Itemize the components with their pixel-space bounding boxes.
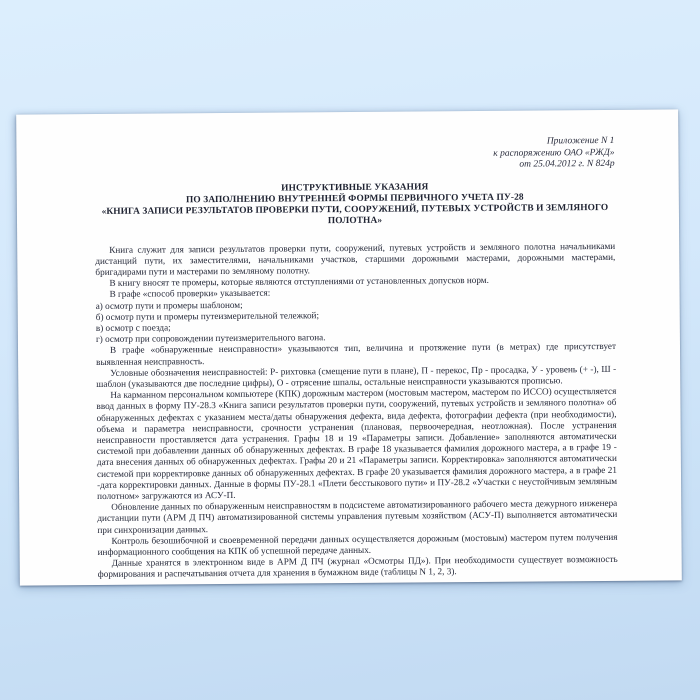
title-line: «КНИГА ЗАПИСИ РЕЗУЛЬТАТОВ ПРОВЕРКИ ПУТИ, СООРУЖЕНИЙ, ПУТЕВЫХ УСТРОЙСТВ И ЗЕМЛЯНОГО ПОЛОТНА» (101, 202, 609, 226)
paragraph: Контроль безошибочной и своевременной передачи данных осуществляется дорожным (мостовым) мастером путем получения информационного сообщения на КПК об успешной передаче данных. (97, 531, 618, 557)
annotation-line: Приложение N 1 (546, 135, 615, 147)
document-body (95, 240, 618, 580)
list-item: г) осмотр при сопровождении путеизмерительного вагона. (95, 332, 326, 345)
document-annotation (94, 136, 614, 175)
paragraph: На карманном персональном компьютере (КПК) дорожным мастером (мостовым мастером, мастером по ИССО) осуществляется ввод данных в форму ПУ-28.3 «Книга записи результатов проверки пути, сооружений, путевых устройств и земляного полотна» об обнаруженных дефектах с указанием места/даты обнаружения дефекта, вида дефекта, фотографии дефекта (при необходимости), объема и параметра неисправности, срочности устранения (плановая, первоочередная, неотложная). После устранения неисправности проставляется дата устранения. Графы 18 и 19 «Параметры записи. Добавление» заполняются автоматически системой при добавлении данных об обнаруженных дефектах. В графе 18 указывается фамилия дорожного мастера, а в графе 19 - дата внесения данных об обнаруженных дефектах. Графы 20 и 21 «Параметры записи. Корректировка» заполняются автоматически системой при корректировке данных об обнаруженных дефектах. В графе 20 указывается фамилия дорожного мастера, а в графе 21 -дата корректировки данных. Данные в формы ПУ-28.1 «Плети бесстыкового пути» и ПУ-28.2 «Участки с неустойчивым земляным полотном» загружаются из АСУ-П. (96, 386, 618, 501)
annotation-line: к распоряжению ОАО «РЖД» (493, 147, 615, 159)
paragraph: Книга служит для записи результатов проверки пути, сооружений, путевых устройств и земляного полотна начальниками дистанций пути, их заместителями, начальниками участков, старшими дорожными мастерами, дорожными мастерами, бригадирами пути и мастерами по земляному полотну. (95, 240, 616, 277)
paragraph: Данные хранятся в электронном виде в АРМ Д ПЧ (журнал «Осмотры ПД»). При необходимости существует возможность формирования и распечатывания отчета для хранения в бумажном виде (таблицы N 1, 2, 3). (97, 554, 618, 580)
title-line: ПО ЗАПОЛНЕНИЮ ВНУТРЕННЕЙ ФОРМЫ ПЕРВИЧНОГО УЧЕТА ПУ-28 (185, 192, 524, 205)
list-item: в) осмотр с поезда; (95, 322, 171, 333)
paragraph: Обновление данных по обнаруженным неисправностям в подсистеме автоматизированного рабочего места дежурного инженера дистанции пути (АРМ Д ПЧ) автоматизированной системы управления путевым хозяйством (АСУ-П) выполняется автоматически при синхронизации данных. (97, 498, 618, 535)
document-page (16, 109, 682, 585)
annotation-line: от 25.04.2012 г. N 824р (519, 158, 615, 170)
paragraph: В графе «обнаруженные неисправности» указываются тип, величина и протяжение пути (в метрах) где присутствует выявленная неисправность. (96, 341, 617, 367)
paragraph: В книгу вносят те промеры, которые являются отступлениями от установленных допусков норм. (109, 275, 489, 288)
document-title (95, 180, 615, 228)
title-line: ИНСТРУКТИВНЫЕ УКАЗАНИЯ (281, 181, 429, 194)
list-item: а) осмотр пути и промеры шаблоном; (95, 299, 243, 311)
paragraph: Условные обозначения неисправностей: Р- рихтовка (смещение пути в плане), П - перекос, Пр - просадка, У - уровень (+ -), Ш - шаблон (указываются две последние цифры), О - отрясение шпалы, остальные неисправности указываются прописью. (96, 363, 617, 389)
list-item: б) осмотр пути и промеры путеизмерительной тележкой; (95, 309, 320, 322)
paragraph: В графе «способ проверки» указывается: (109, 287, 271, 300)
